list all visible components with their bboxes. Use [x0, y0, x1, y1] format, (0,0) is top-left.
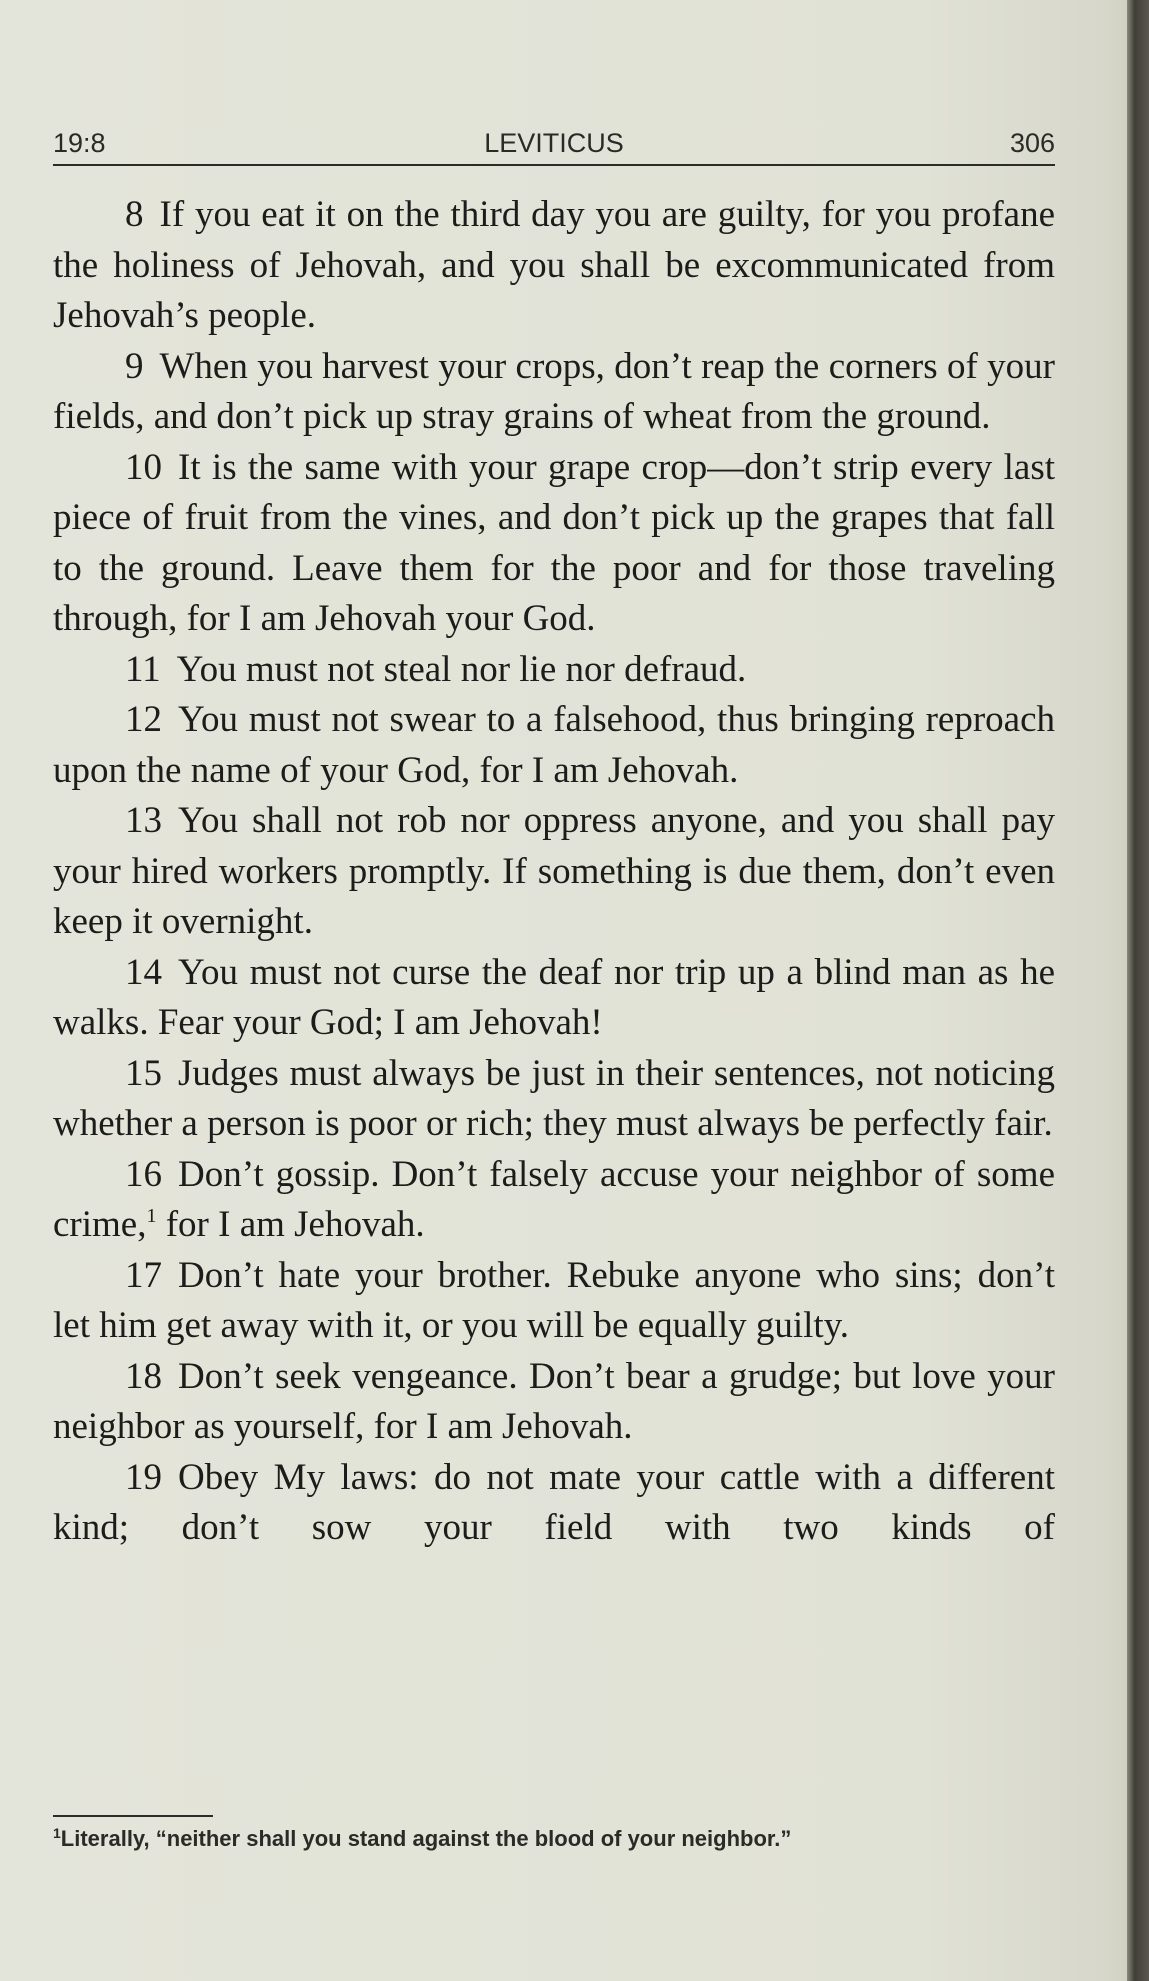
verse-18: [53, 1352, 1055, 1453]
verse-number: 15: [125, 1052, 162, 1094]
verse-number: 18: [125, 1355, 162, 1397]
verse-10: [53, 443, 1055, 645]
verse-14: [53, 948, 1055, 1049]
verse-text: It is the same with your grape crop—don’t strip every last piece of fruit from the vines, and don’t pick up the grapes that fall to the ground. Leave them for the poor and for those traveling through, for I am Jehovah your God.: [53, 446, 1055, 639]
verse-text: Don’t seek vengeance. Don’t bear a grudge; but love your neighbor as yourself, for I am Jehovah.: [53, 1355, 1055, 1447]
verse-text-block: [53, 190, 1055, 1554]
verse-text: When you harvest your crops, don’t reap the corners of your fields, and don’t pick up stray grains of wheat from the ground.: [53, 345, 1055, 437]
footnote: [53, 1826, 1055, 1852]
verse-text: You must not swear to a falsehood, thus bringing reproach upon the name of your God, for I am Jehovah.: [53, 699, 1055, 791]
verse-text: You shall not rob nor oppress anyone, and you shall pay your hired workers promptly. If something is due them, don’t even keep it overnight.: [53, 800, 1055, 942]
book-spine-edge: [1127, 0, 1149, 1981]
verse-12: [53, 695, 1055, 796]
book-title: LEVITICUS: [484, 128, 624, 158]
verse-text: Don’t hate your brother. Rebuke anyone who sins; don’t let him get away with it, or you will be equally guilty.: [53, 1254, 1055, 1346]
verse-8: [53, 190, 1055, 342]
verse-16: [53, 1150, 1055, 1251]
verse-text: You must not steal nor lie nor defraud.: [176, 648, 747, 690]
verse-number: 11: [125, 648, 161, 690]
verse-text: Judges must always be just in their sentences, not noticing whether a person is poor or rich; they must always be perfectly fair.: [53, 1052, 1055, 1144]
running-header: [53, 124, 1055, 166]
verse-15: [53, 1049, 1055, 1150]
verse-number: 16: [125, 1153, 162, 1195]
verse-9: [53, 342, 1055, 443]
verse-number: 9: [125, 345, 144, 387]
verse-number: 8: [125, 194, 144, 235]
page-number: 306: [1009, 128, 1055, 158]
verse-number: 17: [125, 1254, 162, 1296]
verse-19: [53, 1453, 1055, 1554]
verse-text: Obey My laws: do not mate your cattle with a different kind; don’t sow your field with two kinds of: [53, 1456, 1055, 1548]
verse-17: [53, 1251, 1055, 1352]
footnote-marker: 1: [53, 1825, 61, 1841]
footnote-text: Literally, “neither shall you stand against the blood of your neighbor.”: [60, 1826, 792, 1851]
verse-number: 14: [125, 951, 162, 993]
verse-text: You must not curse the deaf nor trip up a blind man as he walks. Fear your God; I am Jehovah!: [53, 951, 1055, 1043]
verse-number: 10: [125, 446, 162, 488]
verse-13: [53, 796, 1055, 948]
chapter-verse-reference: 19:8: [53, 128, 106, 158]
verse-number: 13: [125, 800, 162, 841]
verse-11: [53, 645, 1055, 696]
verse-number: 19: [125, 1456, 162, 1498]
verse-text: Don’t gossip. Don’t falsely accuse your neighbor of some crime,: [53, 1153, 1055, 1245]
verse-number: 12: [125, 699, 162, 740]
verse-text: If you eat it on the third day you are guilty, for you profane the holiness of Jehovah, and you shall be excommunicated from Jehovah’s people.: [53, 194, 1055, 336]
verse-text-continued: for I am Jehovah.: [156, 1204, 425, 1245]
footnote-divider: [53, 1815, 213, 1817]
footnote-marker[interactable]: 1: [146, 1205, 157, 1227]
